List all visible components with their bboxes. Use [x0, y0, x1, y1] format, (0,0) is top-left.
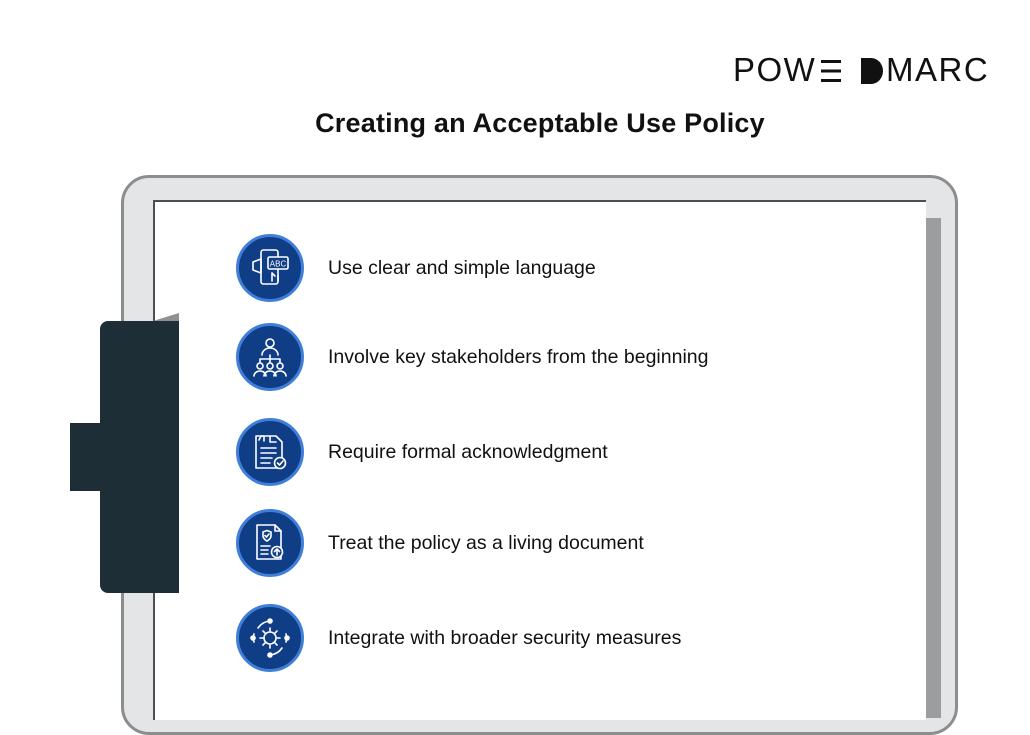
stakeholders-icon	[236, 323, 304, 391]
list-item	[236, 602, 796, 674]
logo-d-mark-icon	[861, 58, 885, 84]
item-label: Integrate with broader security measures	[328, 626, 682, 649]
list-item	[236, 507, 796, 579]
clipboard-clip	[100, 321, 179, 593]
item-label: Involve key stakeholders from the beginning	[328, 345, 709, 368]
text-language-icon	[236, 234, 304, 302]
item-label: Treat the policy as a living document	[328, 531, 644, 554]
list-item	[236, 416, 796, 488]
item-label: Require formal acknowledgment	[328, 440, 608, 463]
list-item	[236, 232, 796, 304]
page-title: Creating an Acceptable Use Policy	[315, 108, 765, 138]
logo-text-pow: POW	[733, 51, 817, 88]
list-item	[236, 321, 796, 393]
powerdmarc-logo	[733, 50, 990, 90]
acknowledgment-document-icon	[236, 418, 304, 486]
logo-text-marc: MARC	[886, 51, 990, 88]
icon-abc-text: ABC	[269, 259, 287, 269]
document-update-icon	[236, 509, 304, 577]
item-label: Use clear and simple language	[328, 256, 596, 279]
clip-highlight	[153, 313, 179, 321]
security-integration-icon	[236, 604, 304, 672]
